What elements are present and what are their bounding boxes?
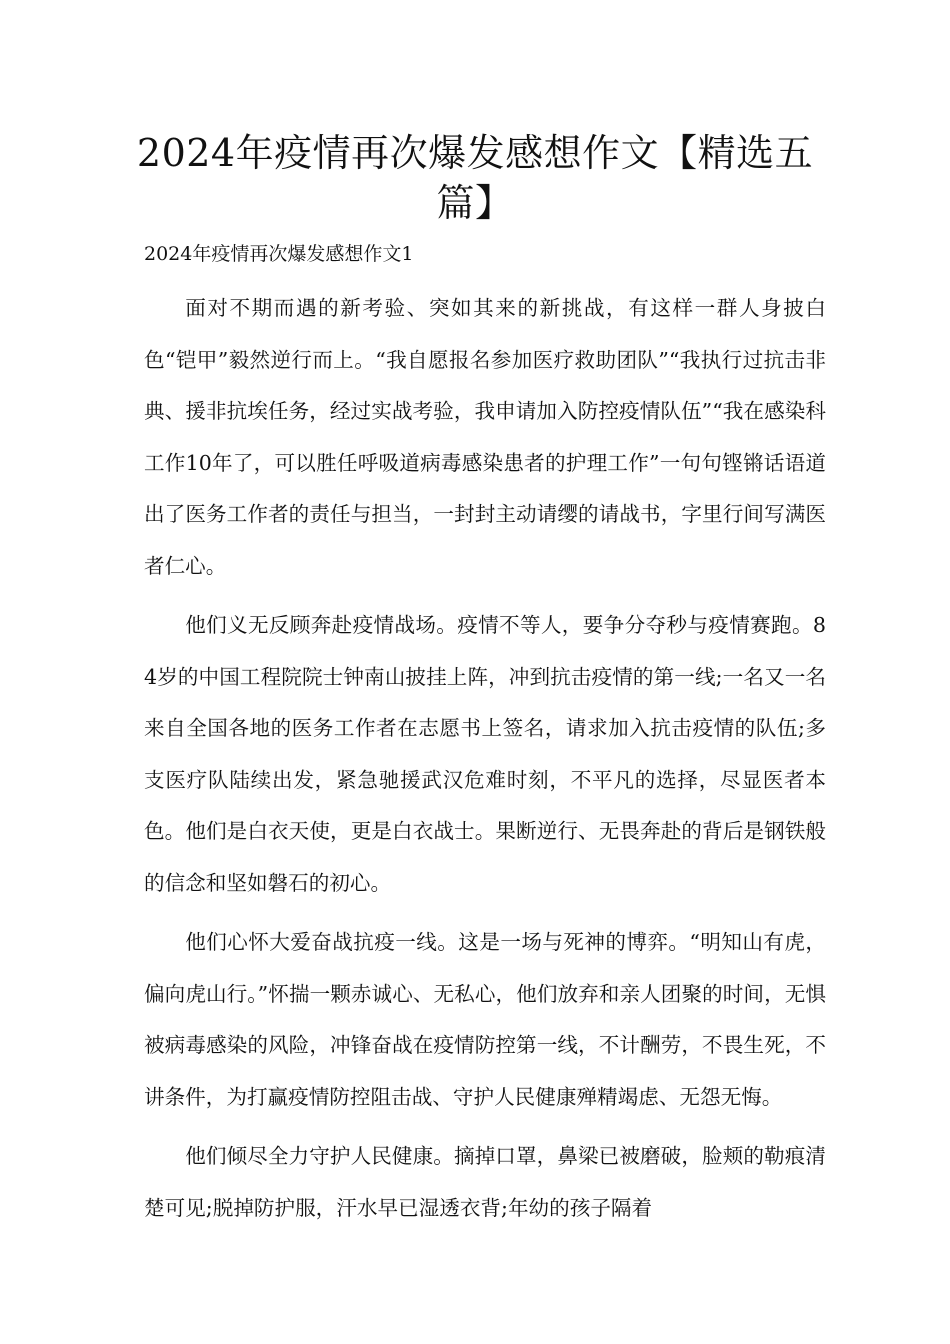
paragraph: 他们心怀大爱奋战抗疫一线。这是一场与死神的博弈。“明知山有虎，偏向虎山行。”怀揣一颗赤诚心、无私心，他们放弃和亲人团聚的时间，无惧被病毒感染的风险，冲锋奋战在疫情防控第一线，不计酬劳，不畏生死，不讲条件，为打赢疫情防控阻击战、守护人民健康殚精竭虑、无怨无悔。 bbox=[144, 930, 826, 1109]
paragraph: 他们倾尽全力守护人民健康。摘掉口罩，鼻梁已被磨破，脸颊的勒痕清楚可见;脱掉防护服，汗水早已湿透衣背;年幼的孩子隔着 bbox=[144, 1144, 826, 1220]
document-body bbox=[144, 283, 826, 1242]
paragraph: 他们义无反顾奔赴疫情战场。疫情不等人，要争分夺秒与疫情赛跑。84岁的中国工程院院士钟南山披挂上阵，冲到抗击疫情的第一线;一名又一名来自全国各地的医务工作者在志愿书上签名，请求加入抗击疫情的队伍;多支医疗队陆续出发，紧急驰援武汉危难时刻，不平凡的选择，尽显医者本色。他们是白衣天使，更是白衣战士。果断逆行、无畏奔赴的背后是钢铁般的信念和坚如磐石的初心。 bbox=[144, 613, 826, 895]
paragraph: 面对不期而遇的新考验、突如其来的新挑战，有这样一群人身披白色“铠甲”毅然逆行而上。“我自愿报名参加医疗救助团队”“我执行过抗击非典、援非抗埃任务，经过实战考验，我申请加入防控疫情队伍”“我在感染科工作10年了，可以胜任呼吸道病毒感染患者的护理工作”一句句铿锵话语道出了医务工作者的责任与担当，一封封主动请缨的请战书，字里行间写满医者仁心。 bbox=[144, 296, 826, 578]
section-heading: 2024年疫情再次爆发感想作文1 bbox=[144, 243, 414, 265]
document-title: 2024年疫情再次爆发感想作文【精选五篇】 bbox=[136, 131, 814, 225]
